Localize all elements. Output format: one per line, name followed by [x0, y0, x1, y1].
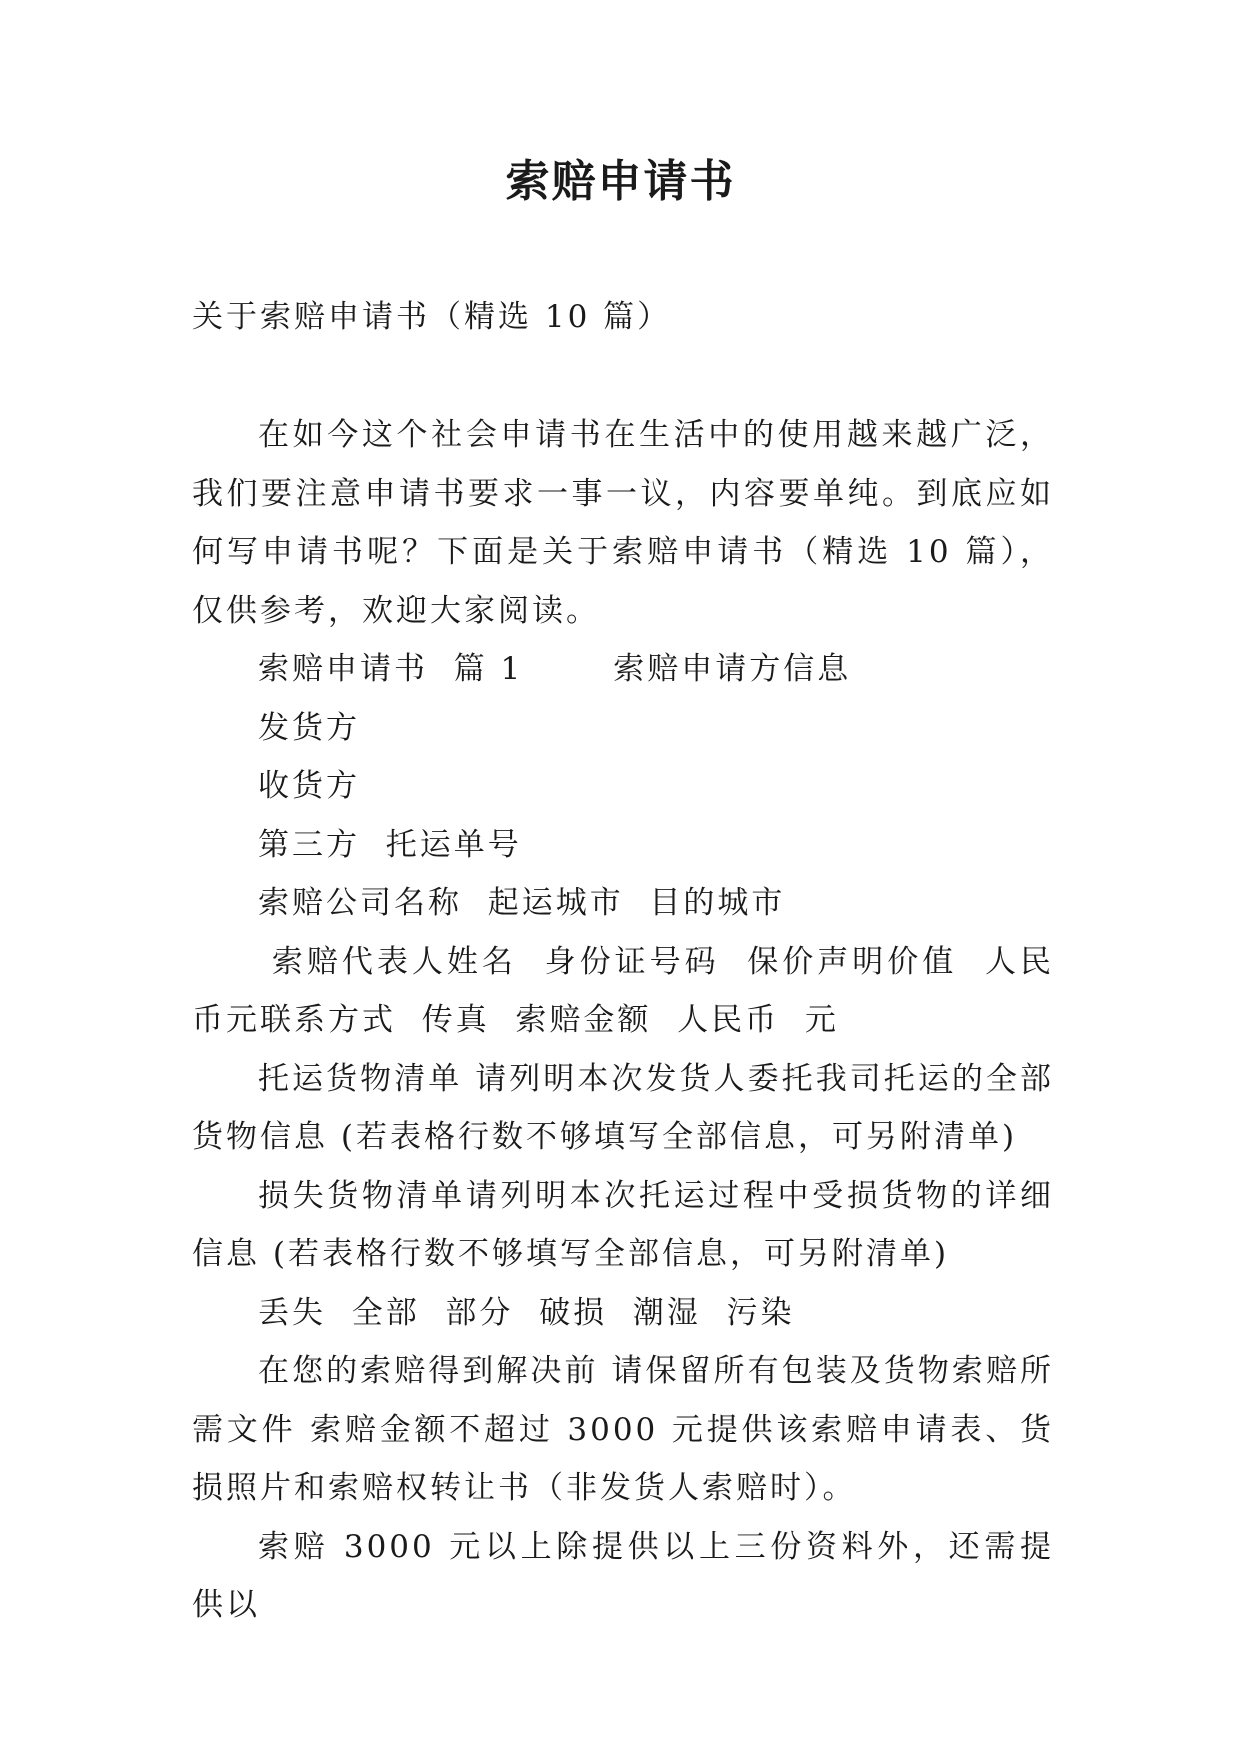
paragraph-representative: 索赔代表人姓名 身份证号码 保价声明价值 人民币元联系方式 传真 索赔金额 人民币 元: [192, 943, 1054, 1038]
paragraph-cargo-list: 托运货物清单 请列明本次发货人委托我司托运的全部货物信息 (若表格行数不够填写全部信息，可另附清单): [192, 1060, 1054, 1155]
paragraph-section-heading: 索赔申请书 篇 1 索赔申请方信息: [258, 651, 852, 687]
document-subtitle: 关于索赔申请书（精选 10 篇）: [192, 299, 672, 335]
paragraph-over-3000: 索赔 3000 元以上除提供以上三份资料外，还需提供以: [192, 1528, 1054, 1623]
paragraph-consignee: 收货方: [258, 768, 360, 804]
paragraph-loss-list: 损失货物清单请列明本次托运过程中受损货物的详细信息 (若表格行数不够填写全部信息，可另附清单): [192, 1177, 1054, 1272]
page-title: 索赔申请书: [505, 156, 736, 207]
paragraph-company: 索赔公司名称 起运城市 目的城市: [258, 885, 786, 921]
paragraph-loss-types: 丢失 全部 部分 破损 潮湿 污染: [258, 1294, 795, 1331]
document-body: [192, 406, 1054, 1635]
paragraph-documents: 在您的索赔得到解决前 请保留所有包装及货物索赔所需文件 索赔金额不超过 3000 元提供该索赔申请表、货损照片和索赔权转让书（非发货人索赔时）。: [192, 1353, 1054, 1506]
paragraph-intro: 在如今这个社会申请书在生活中的使用越来越广泛，我们要注意申请书要求一事一议，内容要单纯。到底应如何写申请书呢？下面是关于索赔申请书（精选 10 篇），仅供参考，欢迎大家阅读。: [192, 417, 1054, 629]
paragraph-shipper: 发货方: [258, 709, 360, 746]
paragraph-third-party: 第三方 托运单号: [258, 826, 522, 863]
